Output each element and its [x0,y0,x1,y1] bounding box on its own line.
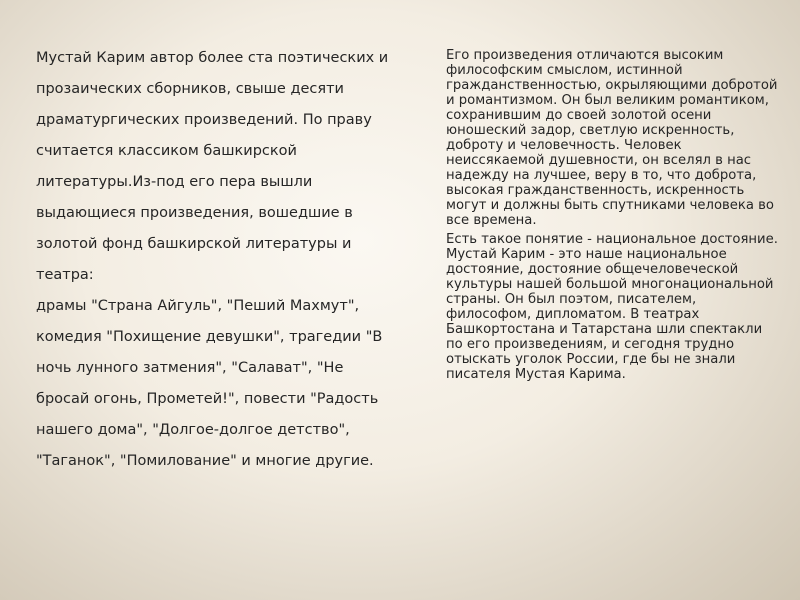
left-paragraph: ночь лунного затмения", "Салават", "Не [36,360,344,376]
left-paragraph: драматургических произведений. По праву [36,112,372,128]
left-paragraph: бросай огонь, Прометей!", повести "Радость [36,391,379,407]
bullet-text: Есть такое понятие - национальное достояние. Мустай Карим - это наше национальное достояние, достояние общечеловеческой культуры нашей большой многонациональной страны. Он был поэтом, писателем, философом, дипломатом. В театрах Башкортостана и Татарстана шли спектакли по его произведениям, и сегодня трудно отыскать уголок России, где бы не знали писателя Мустая Карима. [446,232,778,382]
left-paragraph: золотой фонд башкирской литературы и [36,236,352,252]
right-column-bullets [415,48,783,386]
left-paragraph: Мустай Карим автор более ста поэтических и [36,50,389,66]
left-column-text [36,48,396,482]
left-paragraph: "Таганок", "Помилование" и многие другие. [36,453,374,469]
left-paragraph: считается классиком башкирской [36,143,297,159]
left-paragraph: литературы.Из-под его пера вышли [36,174,313,190]
left-paragraph: драмы "Страна Айгуль", "Пеший Махмут", [36,298,360,314]
left-paragraph: нашего дома", "Долгое-долгое детство", [36,422,350,438]
left-paragraph: комедия "Похищение девушки", трагедии "В [36,329,383,345]
bullet-text: Его произведения отличаются высоким философским смыслом, истинной гражданственностью, окрыляющими добротой и романтизмом. Он был великим романтиком, сохранившим до своей золотой осени юношеский задор, светлую искренность, доброту и человечность. Человек неиссякаемой душевности, он вселял в нас надежду на лучшее, веру в то, что доброта, высокая гражданственность, искренность могут и должны быть спутниками человека во все времена. [446,48,778,228]
left-paragraph: театра: [36,267,94,283]
left-paragraph: выдающиеся произведения, вошедшие в [36,205,353,221]
left-paragraph: прозаических сборников, свыше десяти [36,81,344,97]
bullet-item [415,232,783,382]
bullet-item [415,48,783,228]
